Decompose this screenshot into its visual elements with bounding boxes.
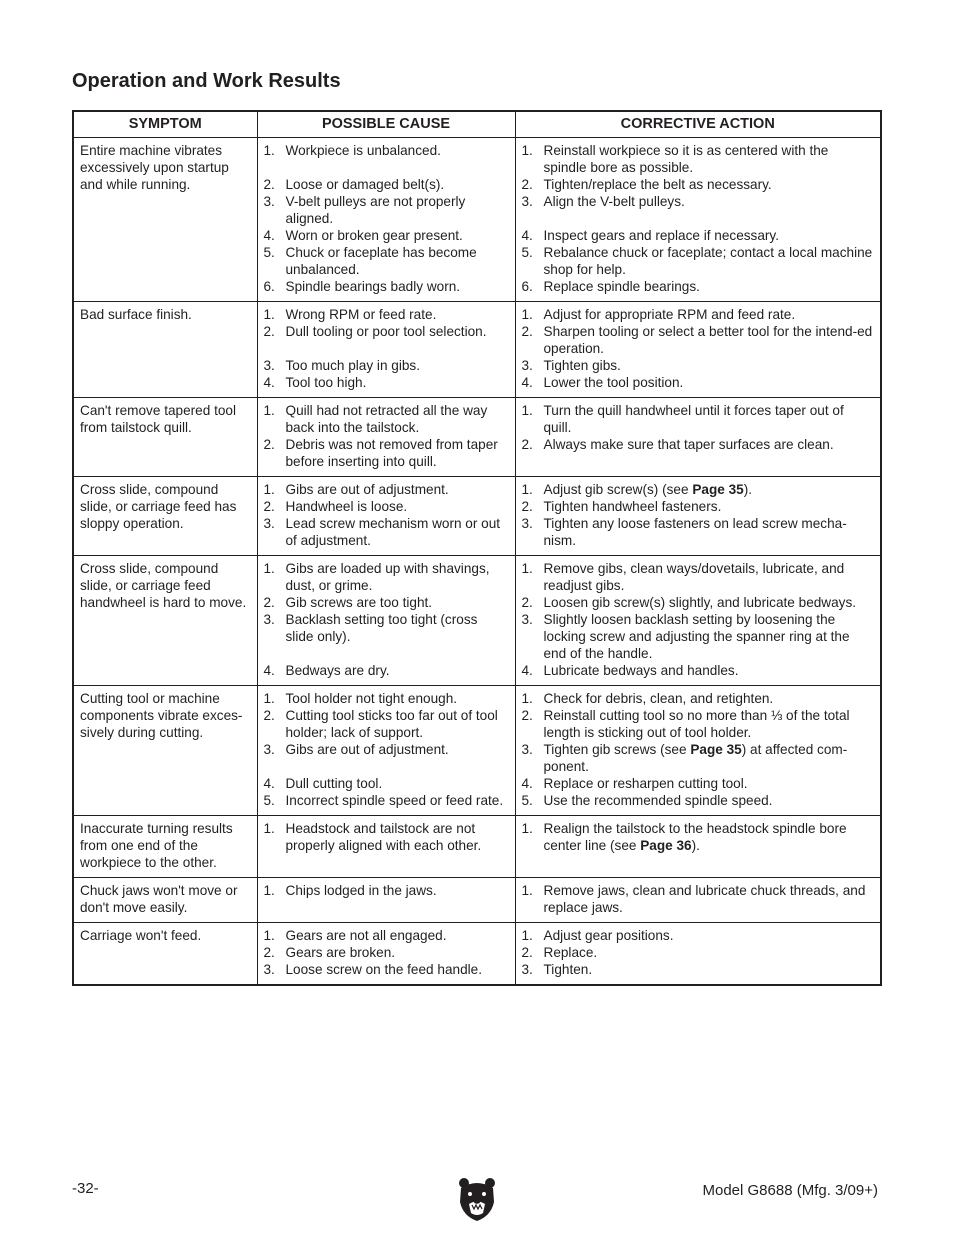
cause-number: 1. <box>263 883 275 898</box>
action-text: Check for debris, clean, and retighten. <box>543 691 774 706</box>
header-possible-cause: POSSIBLE CAUSE <box>257 111 515 138</box>
cause-text: Wrong RPM or feed rate. <box>285 307 437 322</box>
troubleshooting-table <box>72 110 882 986</box>
cause-item <box>264 927 509 944</box>
cause-item <box>264 515 509 549</box>
symptom-cell: Bad surface finish. <box>73 302 257 398</box>
cause-text: Loose screw on the feed handle. <box>285 962 482 977</box>
action-number: 5. <box>521 793 533 808</box>
cause-item <box>264 436 509 470</box>
action-text: Lower the tool position. <box>543 375 684 390</box>
action-text: Replace or resharpen cutting tool. <box>543 776 748 791</box>
action-item <box>522 961 875 978</box>
cause-text: Loose or damaged belt(s). <box>285 177 445 192</box>
action-number: 1. <box>521 883 533 898</box>
spacer <box>264 340 509 357</box>
cause-item <box>264 498 509 515</box>
cause-number: 1. <box>263 307 275 322</box>
cause-text: Backlash setting too tight (cross slide only). <box>285 612 478 644</box>
action-cell <box>515 878 881 923</box>
table-row <box>73 878 881 923</box>
cause-text: Too much play in gibs. <box>285 358 420 373</box>
symptom-cell: Inaccurate turning results from one end of the workpiece to the other. <box>73 816 257 878</box>
cause-item <box>264 707 509 741</box>
table-header-row <box>73 111 881 138</box>
cause-item <box>264 227 509 244</box>
cause-text: Bedways are dry. <box>285 663 390 678</box>
action-number: 1. <box>521 821 533 836</box>
cause-cell <box>257 816 515 878</box>
action-text: Reinstall cutting tool so no more than ⅓ of the total length is sticking out of tool holder. <box>543 708 850 740</box>
cause-text: Cutting tool sticks too far out of tool holder; lack of support. <box>285 708 498 740</box>
cause-number: 3. <box>263 612 275 627</box>
bear-head-icon <box>457 1176 497 1222</box>
table-body <box>73 138 881 986</box>
symptom-cell: Carriage won't feed. <box>73 923 257 986</box>
action-item <box>522 244 875 278</box>
header-corrective-action: CORRECTIVE ACTION <box>515 111 881 138</box>
action-item <box>522 775 875 792</box>
cause-text: Worn or broken gear present. <box>285 228 463 243</box>
action-cell <box>515 686 881 816</box>
symptom-cell: Cross slide, compound slide, or carriage feed handwheel is hard to move. <box>73 556 257 686</box>
cause-text: Gib screws are too tight. <box>285 595 433 610</box>
action-cell <box>515 556 881 686</box>
action-text: Replace. <box>543 945 598 960</box>
cause-item <box>264 560 509 594</box>
action-number: 3. <box>521 516 533 531</box>
cause-item <box>264 306 509 323</box>
model-info: Model G8688 (Mfg. 3/09+) <box>702 1182 878 1199</box>
action-cell <box>515 477 881 556</box>
action-text <box>544 741 875 775</box>
action-number: 2. <box>521 437 533 452</box>
cause-item <box>264 690 509 707</box>
cause-item <box>264 142 509 159</box>
cause-text: Gibs are out of adjustment. <box>285 742 449 757</box>
action-text: Align the V-belt pulleys. <box>543 194 685 209</box>
action-text: Always make sure that taper surfaces are clean. <box>543 437 834 452</box>
action-cell <box>515 398 881 477</box>
page-title: Operation and Work Results <box>72 70 341 92</box>
cause-number: 3. <box>263 742 275 757</box>
cause-cell <box>257 302 515 398</box>
cause-cell <box>257 138 515 302</box>
cause-number: 1. <box>263 691 275 706</box>
action-text: Tighten gibs. <box>543 358 621 373</box>
action-item <box>522 707 875 741</box>
cause-text: Headstock and tailstock are not properly aligned with each other. <box>285 821 482 853</box>
cause-item <box>264 944 509 961</box>
action-text: Tighten. <box>543 962 593 977</box>
action-text: Use the recommended spindle speed. <box>543 793 773 808</box>
action-number: 2. <box>521 708 533 723</box>
action-item <box>522 176 875 193</box>
action-cell <box>515 138 881 302</box>
symptom-cell: Entire machine vibrates excessively upon startup and while running. <box>73 138 257 302</box>
action-number: 1. <box>521 691 533 706</box>
action-text: Lubricate bedways and handles. <box>543 663 739 678</box>
action-text: Slightly loosen backlash setting by loosening the locking screw and adjusting the spanner ring at the end of the handle. <box>543 612 850 661</box>
cause-text: Dull tooling or poor tool selection. <box>285 324 487 339</box>
cause-number: 1. <box>263 928 275 943</box>
action-text: Adjust gear positions. <box>543 928 674 943</box>
page-reference: Page 35 <box>692 482 744 497</box>
action-text <box>544 481 875 498</box>
action-cell <box>515 816 881 878</box>
action-number: 1. <box>521 561 533 576</box>
action-item <box>522 792 875 809</box>
action-item <box>522 927 875 944</box>
cause-cell <box>257 878 515 923</box>
action-number: 3. <box>521 358 533 373</box>
action-number: 3. <box>521 194 533 209</box>
cause-text: Tool holder not tight enough. <box>285 691 458 706</box>
action-text: Loosen gib screw(s) slightly, and lubricate bedways. <box>543 595 857 610</box>
action-text-part: ) at affected com-ponent. <box>543 742 848 774</box>
action-text-part: ). <box>691 838 700 853</box>
cause-number: 2. <box>263 945 275 960</box>
cause-number: 5. <box>263 793 275 808</box>
cause-item <box>264 792 509 809</box>
symptom-cell: Chuck jaws won't move or don't move easily. <box>73 878 257 923</box>
action-item <box>522 690 875 707</box>
cause-text: Chips lodged in the jaws. <box>285 883 437 898</box>
action-number: 1. <box>521 928 533 943</box>
cause-number: 1. <box>263 561 275 576</box>
cause-number: 6. <box>263 279 275 294</box>
table-row <box>73 138 881 302</box>
cause-item <box>264 662 509 679</box>
action-item <box>522 142 875 176</box>
cause-text: Tool too high. <box>285 375 367 390</box>
cause-item <box>264 775 509 792</box>
cause-item <box>264 357 509 374</box>
page-reference: Page 36 <box>640 838 692 853</box>
action-number: 2. <box>521 595 533 610</box>
action-number: 6. <box>521 279 533 294</box>
action-number: 4. <box>521 375 533 390</box>
action-number: 1. <box>521 482 533 497</box>
action-item <box>522 374 875 391</box>
cause-item <box>264 882 509 899</box>
action-cell <box>515 923 881 986</box>
action-number: 4. <box>521 776 533 791</box>
action-number: 4. <box>521 663 533 678</box>
action-text: Sharpen tooling or select a better tool for the intend-ed operation. <box>543 324 873 356</box>
cause-item <box>264 594 509 611</box>
cause-number: 1. <box>263 143 275 158</box>
action-item <box>522 357 875 374</box>
cause-number: 1. <box>263 403 275 418</box>
cause-number: 4. <box>263 776 275 791</box>
action-item <box>522 944 875 961</box>
cause-cell <box>257 556 515 686</box>
action-number: 1. <box>521 403 533 418</box>
cause-number: 4. <box>263 663 275 678</box>
cause-text: Gears are not all engaged. <box>285 928 447 943</box>
cause-item <box>264 278 509 295</box>
action-text-part: ). <box>743 482 753 497</box>
action-item <box>522 498 875 515</box>
action-text: Tighten handwheel fasteners. <box>543 499 722 514</box>
cause-cell <box>257 398 515 477</box>
cause-text: Lead screw mechanism worn or out of adjustment. <box>285 516 501 548</box>
action-number: 5. <box>521 245 533 260</box>
cause-number: 3. <box>263 358 275 373</box>
action-text: Reinstall workpiece so it is as centered with the spindle bore as possible. <box>543 143 829 175</box>
symptom-cell: Cross slide, compound slide, or carriage feed has sloppy operation. <box>73 477 257 556</box>
action-text: Adjust for appropriate RPM and feed rate. <box>543 307 796 322</box>
action-number: 2. <box>521 324 533 339</box>
cause-item <box>264 820 509 854</box>
action-text: Remove jaws, clean and lubricate chuck threads, and replace jaws. <box>543 883 866 915</box>
action-text: Tighten/replace the belt as necessary. <box>543 177 772 192</box>
cause-number: 1. <box>263 482 275 497</box>
action-number: 2. <box>521 945 533 960</box>
cause-text: Handwheel is loose. <box>285 499 408 514</box>
action-number: 1. <box>521 143 533 158</box>
action-number: 2. <box>521 177 533 192</box>
cause-number: 2. <box>263 437 275 452</box>
cause-number: 3. <box>263 194 275 209</box>
action-number: 4. <box>521 228 533 243</box>
action-item <box>522 481 875 498</box>
spacer <box>264 159 509 176</box>
action-text-part: Adjust gib screw(s) (see <box>543 482 693 497</box>
action-item <box>522 193 875 210</box>
action-text-part: Realign the tailstock to the headstock spindle bore center line (see <box>543 821 847 853</box>
action-number: 3. <box>521 962 533 977</box>
cause-text: Gibs are loaded up with shavings, dust, or grime. <box>285 561 490 593</box>
action-number: 2. <box>521 499 533 514</box>
action-item <box>522 560 875 594</box>
action-item <box>522 436 875 453</box>
action-item <box>522 611 875 662</box>
table-row <box>73 302 881 398</box>
cause-number: 3. <box>263 516 275 531</box>
action-item <box>522 741 875 775</box>
cause-item <box>264 741 509 758</box>
table-row <box>73 398 881 477</box>
table-row <box>73 686 881 816</box>
cause-item <box>264 961 509 978</box>
action-item <box>522 820 875 854</box>
table-row <box>73 477 881 556</box>
action-item <box>522 515 875 549</box>
cause-number: 5. <box>263 245 275 260</box>
action-number: 3. <box>521 612 533 627</box>
cause-item <box>264 244 509 278</box>
cause-cell <box>257 686 515 816</box>
action-number: 1. <box>521 307 533 322</box>
action-item <box>522 323 875 357</box>
action-text: Inspect gears and replace if necessary. <box>543 228 780 243</box>
cause-text: Debris was not removed from taper before inserting into quill. <box>285 437 498 469</box>
table-row <box>73 816 881 878</box>
cause-number: 3. <box>263 962 275 977</box>
action-text: Remove gibs, clean ways/dovetails, lubricate, and readjust gibs. <box>543 561 845 593</box>
cause-item <box>264 193 509 227</box>
action-item <box>522 278 875 295</box>
action-number: 3. <box>521 742 533 757</box>
spacer <box>264 645 509 662</box>
action-item <box>522 882 875 916</box>
action-text: Rebalance chuck or faceplate; contact a local machine shop for help. <box>543 245 873 277</box>
cause-item <box>264 323 509 340</box>
action-item <box>522 662 875 679</box>
cause-number: 2. <box>263 499 275 514</box>
cause-text: Dull cutting tool. <box>285 776 383 791</box>
spacer <box>522 210 875 227</box>
symptom-cell: Cutting tool or machine components vibrate exces-sively during cutting. <box>73 686 257 816</box>
symptom-cell: Can't remove tapered tool from tailstock quill. <box>73 398 257 477</box>
cause-text: Chuck or faceplate has become unbalanced. <box>285 245 477 277</box>
cause-text: Incorrect spindle speed or feed rate. <box>285 793 504 808</box>
cause-number: 2. <box>263 177 275 192</box>
action-item <box>522 227 875 244</box>
page-number: -32- <box>72 1180 99 1197</box>
cause-text: Spindle bearings badly worn. <box>285 279 461 294</box>
cause-number: 2. <box>263 595 275 610</box>
cause-number: 2. <box>263 324 275 339</box>
cause-text: Workpiece is unbalanced. <box>285 143 441 158</box>
cause-number: 4. <box>263 375 275 390</box>
cause-text: Gears are broken. <box>285 945 396 960</box>
action-text-part: Tighten gib screws (see <box>543 742 691 757</box>
table-row <box>73 923 881 986</box>
action-text: Replace spindle bearings. <box>543 279 700 294</box>
cause-cell <box>257 923 515 986</box>
cause-item <box>264 374 509 391</box>
table-row <box>73 556 881 686</box>
action-text: Tighten any loose fasteners on lead screw mecha-nism. <box>543 516 847 548</box>
page-reference: Page 35 <box>690 742 742 757</box>
action-text <box>544 820 875 854</box>
action-cell <box>515 302 881 398</box>
cause-number: 1. <box>263 821 275 836</box>
cause-text: Quill had not retracted all the way back into the tailstock. <box>285 403 488 435</box>
header-symptom: SYMPTOM <box>73 111 257 138</box>
cause-text: Gibs are out of adjustment. <box>285 482 449 497</box>
cause-number: 4. <box>263 228 275 243</box>
cause-text: V-belt pulleys are not properly aligned. <box>285 194 466 226</box>
cause-item <box>264 176 509 193</box>
action-item <box>522 594 875 611</box>
cause-item <box>264 611 509 645</box>
spacer <box>264 758 509 775</box>
cause-item <box>264 402 509 436</box>
cause-cell <box>257 477 515 556</box>
cause-item <box>264 481 509 498</box>
action-item <box>522 306 875 323</box>
action-text: Turn the quill handwheel until it forces taper out of quill. <box>543 403 844 435</box>
action-item <box>522 402 875 436</box>
cause-number: 2. <box>263 708 275 723</box>
